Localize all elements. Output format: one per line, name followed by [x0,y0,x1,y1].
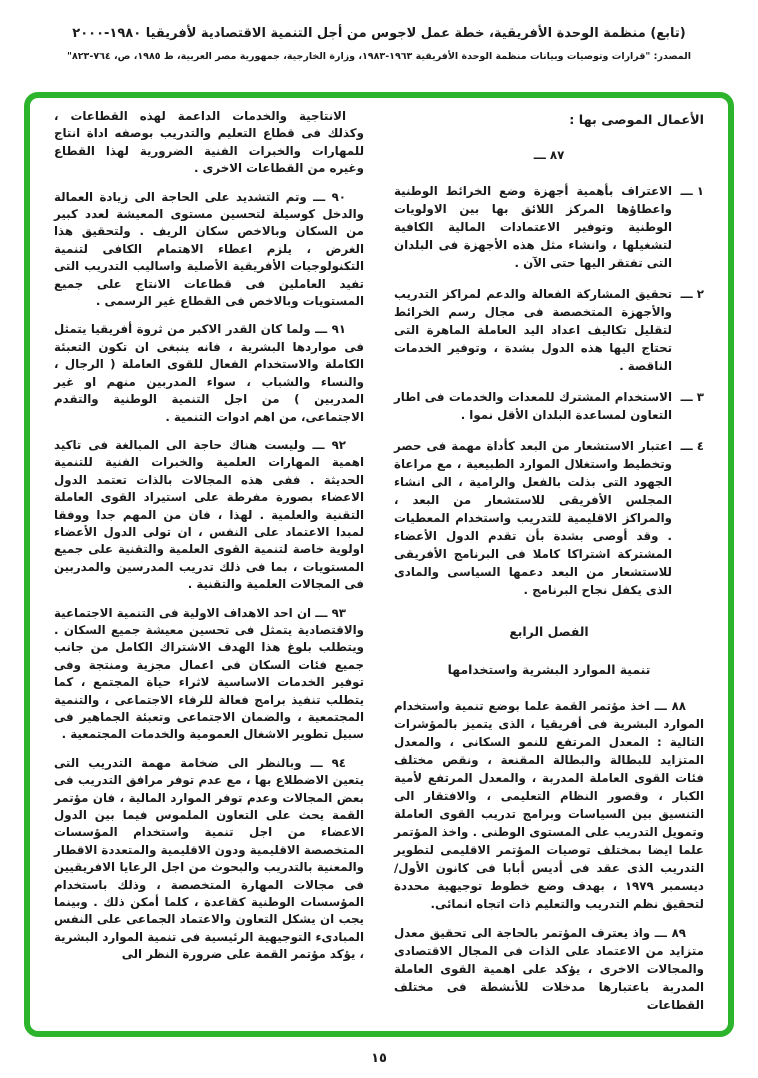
left-column-paragraphs [54,108,364,964]
chapter-four-heading: الفصل الرابع [509,624,589,639]
recommendation-number: ٣ ـــ [680,390,704,404]
recommendation-text: الاستخدام المشترك للمعدات والخدمات فى اطار التعاون لمساعدة البلدان الأقل نموا . [394,390,672,422]
body-paragraph: ٨٨ ـــ اخذ مؤتمر القمة علما بوضع تنمية واستخدام الموارد البشرية فى أفريقيا ، الذى يتميز بالمؤشرات التالية : المعدل المرتفع للنمو السكانى ، والمعدل المتزايد للبطالة والبطالة المقنعة ، ونقص مختلف فئات القوى العاملة المدربة ، والمعدل المرتفع لأمية الكبار ، وقصور النظام التعليمى ، والافتقار الى التنسيق بين السياسات وبرامج تدريب القوى العاملة وتمويل التدريب على المستوى الوطنى . واخذ المؤتمر علما ايضا بمختلف توصيات المؤتمر الاقليمى لتطوير التدريب الذى عقد فى أديس أبابا فى كانون الأول/ديسمبر ١٩٧٩ ، بهدف وضع خطوط توجيهية محددة لتحقيق نظم التدريب والتعليم ذات اتجاه انمائى. [394,699,704,911]
body-paragraph: ٩١ ـــ ولما كان القدر الاكبر من ثروة أفريقيا يتمثل فى مواردها البشرية ، فانه ينبغى ان تكون التعبئة الكاملة والاستخدام الفعال للقوى العاملة ( الرجال ، والنساء والشباب ، سواء المدربين منهم او غير المدربين ) من اجل التنمية الوطنية والتقدم الاجتماعى، من اهم ادوات التنمية . [54,322,364,424]
page-header [10,26,748,62]
page-number: ١٥ [371,1051,387,1066]
right-column [394,108,704,1031]
body-paragraph: ٩٠ ـــ وتم التشديد على الحاجة الى زيادة العمالة والدخل كوسيلة لتحسين مستوى المعيشة لعدد كبير من السكان وبالاخص سكان الريف . ولتحقيق هذا الغرض ، يلزم اعطاء الاهتمام الكافى لتنمية التكنولوجيات الأفريقية الأصلية واساليب التدريب التى تفيد العاملين فى قطاعات الانتاج على جميع المستويات وبالاخص فى القطاع غير الرسمى . [54,189,364,309]
recommended-works-heading: الأعمال الموصى بها : [569,113,704,128]
source-citation: المصدر: "قرارات وتوصيات وبيانات منظمة الوحدة الأفريقية ١٩٦٣-١٩٨٣، وزارة الخارجية، جمهورية مصر العربية، ط ١٩٨٥، ص، ٧٦٤-٨٢٣" [67,51,691,62]
two-column-layout [54,108,704,1031]
body-paragraph: ٩٢ ـــ وليست هناك حاجة الى المبالغة فى تاكيد اهمية المهارات العلمية والخبرات الفنية للتنمية الحديثة . ففى هذه المجالات بالذات تعتمد الدول الاعضاء بصورة مفرطة على استيراد القوى العاملة التقنية والعلمية . لهذا ، فان من المهم جدا ووفقا لمبدا الاعتماد على النفس ، ان تولى الدول الأعضاء اولوية خاصة لتنمية القوى العلمية والتقنية على جميع المستويات ، بما فى ذلك تدريب المدرسين والمدربين فى المجالات العلمية والتقنية . [54,437,364,592]
recommendation-item [394,437,704,599]
document-title: (تابع) منظمة الوحدة الأفريقية، خطة عمل لاجوس من أجل التنمية الاقتصادية لأفريقيا ١٩٨٠-٢٠٠٠ [72,26,686,41]
green-content-frame [24,92,734,1037]
body-paragraph: ٨٩ ـــ واذ يعترف المؤتمر بالحاجة الى تحقيق معدل متزايد من الاعتماد على الذات فى المجال الاقتصادى والمجالات الاخرى ، يؤكد على اهمية القوى العاملة المدربة باعتبارها مدخلات للأنشطة فى مختلف القطاعات [394,926,704,1012]
recommendation-item [394,182,704,272]
right-column-paragraphs [394,697,704,1014]
recommendation-number: ٤ ـــ [680,439,704,453]
recommendation-number: ١ ـــ [680,184,704,198]
recommendation-item [394,285,704,375]
left-column [54,108,364,1031]
body-paragraph: الانتاجية والخدمات الداعمة لهذه القطاعات ، وكذلك فى قطاع التعليم والتدريب بوصفه اداة انتاج للمهارات والخبرات الفنية الضرورية لهذا القطاع وغيره من القطاعات الاخرى . [54,109,364,176]
body-paragraph: ٩٤ ـــ وبالنظر الى ضخامة مهمة التدريب التى يتعين الاضطلاع بها ، مع عدم توفر مرافق التدريب فى بعض المجالات وعدم توفر الموارد المالية ، فان مؤتمر القمة يحث على التعاون الملموس فيما بين الدول الاعضاء من اجل تنمية واستخدام المؤسسات المتخصصة الاقليمية ودون الاقليمية والمتعددة الاقطار والمعنية بالتدريب والبحوث من اجل الرعايا الافريقيين فى مجالات المهارة المتخصصة ، وذلك باستخدام المؤسسات الوطنية كقاعدة ، كلما أمكن ذلك . وبينما يجب ان يشكل التعاون والاعتماد الجماعى على النفس المبادىء التوجيهية الرئيسية فى تنمية الموارد البشرية ، يؤكد مؤتمر القمة على ضرورة النظر الى [54,755,364,962]
paragraph-number-87: ٨٧ ـــ [533,148,565,162]
recommendation-text: الاعتراف بأهمية أجهزة وضع الخرائط الوطنية واعطاؤها المركز اللائق بها بين الاولويات الوطنية وتوفير الاعتمادات المالية الكافية لتشغيلها ، وانشاء مثل هذه الأجهزة فى البلدان التى تفتقر اليها حتى الآن . [394,184,672,270]
recommendation-number: ٢ ـــ [680,287,704,301]
recommendation-text: اعتبار الاستشعار من البعد كأداة مهمة فى حصر وتخطيط واستغلال الموارد الطبيعية ، مع مراعاة الجهود التى بذلت بالفعل والرامية ، الى انشاء المجلس الأفريقى للاستشعار من البعد ، والمراكز الاقليمية للتدريب واستخدام المعطيات . وقد أوصى بشدة بأن تقدم الدول الأعضاء المشتركة اشتراكا كاملا فى البرنامج الأفريقى للاستشعار من البعد دعمها السياسى والمادى الذى يكفل نجاح البرنامج . [394,439,672,597]
recommendation-text: تحقيق المشاركة الفعالة والدعم لمراكز التدريب والأجهزة المتخصصة فى مجال رسم الخرائط لتقليل تكاليف اعداد اليد العاملة الماهرة التى تحتاج اليها هذه الدول بشدة ، وتوفير الخدمات الناقصة . [394,287,672,373]
body-paragraph: ٩٣ ـــ ان احد الاهداف الاولية فى التنمية الاجتماعية والاقتصادية يتمثل فى تحسين معيشة جميع السكان . ويتطلب بلوغ هذا الهدف الاشتراك الكامل من جانب جميع فئات السكان فى اعمال مجزية ومنتجة وفى توفير الخدمات الاساسية لاثراء حياة المجتمع ، كما يتطلب تنفيذ برامج فعالة للرفاء الاجتماعى ، والتنمية المجتمعية ، والضمان الاجتماعى وتعبئة الجماهير فى سبيل تطوير الاشغال العمومية والخدمات المجتمعية . [54,605,364,742]
recommendation-item [394,388,704,424]
human-resources-section-heading: تنمية الموارد البشرية واستخدامها [447,662,651,677]
recommendations-list [394,182,704,599]
